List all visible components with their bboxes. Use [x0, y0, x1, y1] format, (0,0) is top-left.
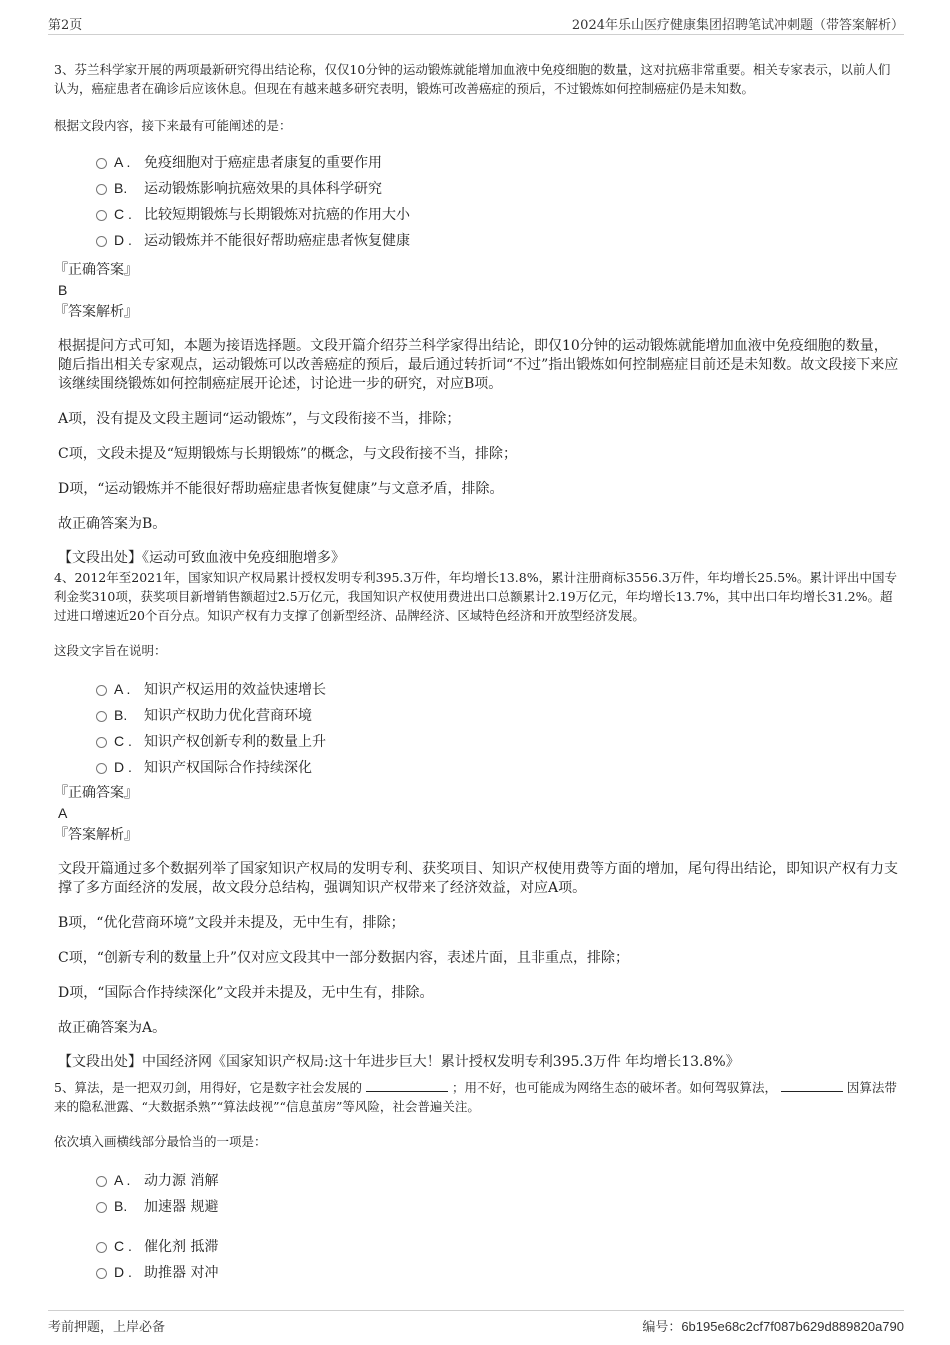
footer-slogan: 考前押题，上岸必备: [48, 1320, 166, 1335]
options-list: [54, 149, 899, 253]
radio-icon[interactable]: [96, 737, 107, 748]
question-stem: 5、算法，是一把双刃剑，用得好，它是数字社会发展的 ；用不好，也可能成为网络生态的破坏者。如何驾驭算法， 因算法带来的隐私泄露、“大数据杀熟”“算法歧视”“信息茧房”等风险，社会普遍关注。: [54, 1080, 897, 1114]
option-a[interactable]: A . 动力源 消解: [54, 1167, 899, 1193]
radio-icon[interactable]: [96, 763, 107, 774]
document-code: 编号：6b195e68c2cf7f087b629d889820a790: [642, 1319, 904, 1334]
analysis-paragraph: D项，“国际合作持续深化”文段并未提及，无中生有，排除。: [58, 985, 434, 1001]
options-list: [54, 676, 899, 780]
radio-icon[interactable]: [96, 1242, 107, 1253]
analysis-paragraph: 故正确答案为B。: [58, 516, 167, 532]
option-b[interactable]: B. 知识产权助力优化营商环境: [54, 702, 899, 728]
radio-icon[interactable]: [96, 685, 107, 696]
option-c[interactable]: C . 知识产权创新专利的数量上升: [54, 728, 899, 754]
option-c[interactable]: C . 催化剂 抵滞: [54, 1233, 899, 1259]
radio-icon[interactable]: [96, 236, 107, 247]
fill-blank-1[interactable]: [366, 1078, 448, 1092]
page-footer: [48, 1310, 904, 1335]
analysis-label: 『答案解析』: [54, 827, 138, 843]
option-a[interactable]: A . 知识产权运用的效益快速增长: [54, 676, 899, 702]
answer-value: B: [58, 282, 68, 298]
options-list: [54, 1167, 899, 1285]
radio-icon[interactable]: [96, 1176, 107, 1187]
analysis-paragraph: 根据提问方式可知，本题为接语选择题。文段开篇介绍芬兰科学家得出结论，即仅10分钟的运动锻炼就能增加血液中免疫细胞的数量，随后指出相关专家观点，运动锻炼可以改善癌症的预后，最后通过转折词“不过”指出锻炼如何控制癌症目前还是未知数。故文段接下来应该继续围绕锻炼如何控制癌症展开论述，讨论进一步的研究，对应B项。: [58, 338, 899, 392]
analysis-paragraph: C项，“创新专利的数量上升”仅对应文段其中一部分数据内容，表述片面，且非重点，排除；: [58, 950, 630, 966]
option-b[interactable]: B. 运动锻炼影响抗癌效果的具体科学研究: [54, 175, 899, 201]
question-3: [54, 60, 899, 568]
fill-blank-2[interactable]: [781, 1078, 843, 1092]
page-number: 第2页: [48, 18, 83, 33]
source-citation: 【文段出处】《运动可致血液中免疫细胞增多》: [58, 550, 345, 566]
question-4: [54, 568, 899, 1072]
analysis-label: 『答案解析』: [54, 304, 138, 320]
analysis-paragraph: A项，没有提及文段主题词“运动锻炼”，与文段衔接不当，排除；: [58, 411, 461, 427]
radio-icon[interactable]: [96, 1202, 107, 1213]
answer-value: A: [58, 805, 68, 821]
question-prompt: 依次填入画横线部分最恰当的一项是：: [54, 1134, 267, 1149]
radio-icon[interactable]: [96, 158, 107, 169]
option-c[interactable]: C . 比较短期锻炼与长期锻炼对抗癌的作用大小: [54, 201, 899, 227]
analysis-paragraph: C项，文段未提及“短期锻炼与长期锻炼”的概念，与文段衔接不当，排除；: [58, 446, 518, 462]
question-prompt: 这段文字旨在说明：: [54, 643, 167, 658]
answer-label: 『正确答案』: [54, 785, 138, 801]
option-d[interactable]: D . 助推器 对冲: [54, 1259, 899, 1285]
question-stem: 4、2012年至2021年，国家知识产权局累计授权发明专利395.3万件，年均增长13.8%，累计注册商标3556.3万件，年均增长25.5%。累计评出中国专利金奖310项，获奖项目新增销售额超过2.5万亿元，我国知识产权使用费进出口总额累计2.19万亿元，年均增长13.7%，其中出口年均增长31.2%。超过进口增速近20个百分点。知识产权有力支撑了创新型经济、品牌经济、区域特色经济和开放型经济发展。: [54, 570, 898, 623]
answer-label: 『正确答案』: [54, 262, 138, 278]
page-header: [48, 14, 904, 35]
document-title: 2024年乐山医疗健康集团招聘笔试冲刺题（带答案解析）: [571, 18, 904, 33]
radio-icon[interactable]: [96, 711, 107, 722]
question-5: [54, 1078, 899, 1285]
source-citation: 【文段出处】中国经济网《国家知识产权局:这十年进步巨大！累计授权发明专利395.3万件 年均增长13.8%》: [58, 1054, 740, 1070]
option-b[interactable]: B. 加速器 规避: [54, 1193, 899, 1219]
question-stem: 3、芬兰科学家开展的两项最新研究得出结论称，仅仅10分钟的运动锻炼就能增加血液中免疫细胞的数量，这对抗癌非常重要。相关专家表示，以前人们认为，癌症患者在确诊后应该休息。但现在有越来越多研究表明，锻炼可改善癌症的预后，不过锻炼如何控制癌症仍是未知数。: [54, 62, 891, 96]
option-a[interactable]: A . 免疫细胞对于癌症患者康复的重要作用: [54, 149, 899, 175]
option-d[interactable]: D . 运动锻炼并不能很好帮助癌症患者恢复健康: [54, 227, 899, 253]
option-d[interactable]: D . 知识产权国际合作持续深化: [54, 754, 899, 780]
radio-icon[interactable]: [96, 210, 107, 221]
analysis-paragraph: B项，“优化营商环境”文段并未提及，无中生有，排除；: [58, 915, 405, 931]
radio-icon[interactable]: [96, 1268, 107, 1279]
radio-icon[interactable]: [96, 184, 107, 195]
analysis-paragraph: D项，“运动锻炼并不能很好帮助癌症患者恢复健康”与文意矛盾，排除。: [58, 481, 504, 497]
analysis-paragraph: 文段开篇通过多个数据列举了国家知识产权局的发明专利、获奖项目、知识产权使用费等方面的增加，尾句得出结论，即知识产权有力支撑了多方面经济的发展，故文段分总结构，强调知识产权带来了经济效益，对应A项。: [58, 861, 898, 896]
analysis-paragraph: 故正确答案为A。: [58, 1020, 167, 1036]
question-prompt: 根据文段内容，接下来最有可能阐述的是：: [54, 118, 292, 133]
